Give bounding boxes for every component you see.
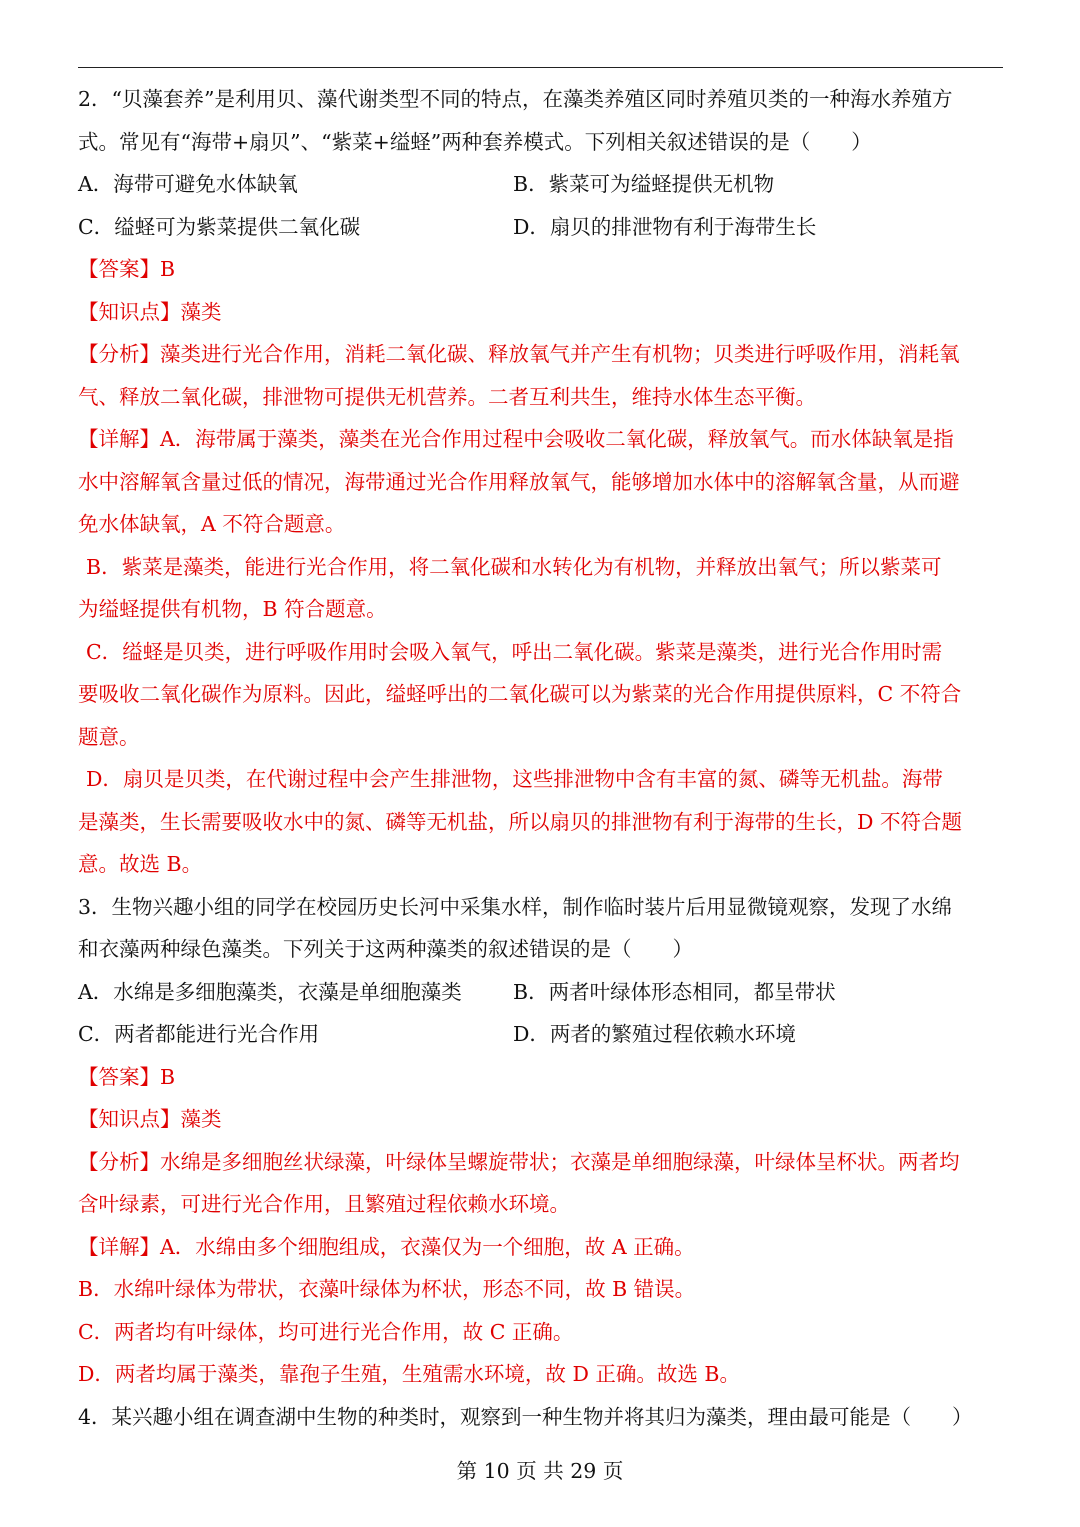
q3-option-d: D．两者的繁殖过程依赖水环境: [513, 1022, 796, 1046]
q3-stem-line2: 和衣藻两种绿色藻类。下列关于这两种藻类的叙述错误的是（ ）: [78, 937, 693, 961]
q2-stem-line2: 式。常见有“海带+扇贝”、“紫菜+缢蛏”两种套养模式。下列相关叙述错误的是（ ）: [78, 129, 872, 154]
q2-detail-line: 为缢蛏提供有机物，B 符合题意。: [78, 597, 387, 621]
q2-analysis-line1: 【分析】藻类进行光合作用，消耗二氧化碳、释放氧气并产生有机物；贝类进行呼吸作用，消耗氧: [78, 342, 960, 366]
q3-detail-line: D．两者均属于藻类，靠孢子生殖，生殖需水环境，故 D 正确。故选 B。: [78, 1362, 740, 1386]
q2-detail-line: D．扇贝是贝类，在代谢过程中会产生排泄物，这些排泄物中含有丰富的氮、磷等无机盐。海带: [86, 767, 943, 791]
q2-option-d: D．扇贝的排泄物有利于海带生长: [513, 214, 817, 239]
q2-option-b: B．紫菜可为缢蛏提供无机物: [513, 172, 775, 196]
q2-detail-line: 要吸收二氧化碳作为原料。因此，缢蛏呼出的二氧化碳可以为紫菜的光合作用提供原料，C 不符合: [78, 682, 962, 706]
page-content: [78, 78, 1004, 1438]
q2-detail-line: B．紫菜是藻类，能进行光合作用，将二氧化碳和水转化为有机物，并释放出氧气；所以紫菜可: [86, 554, 942, 579]
q2-detail-line: 意。故选 B。: [78, 852, 203, 876]
q2-option-a: A．海带可避免水体缺氧: [78, 172, 298, 196]
q2-answer: 【答案】B: [78, 257, 176, 281]
q2-detail-line: 【详解】A．海带属于藻类，藻类在光合作用过程中会吸收二氧化碳，释放氧气。而水体缺氧是指: [78, 427, 954, 451]
q2-options-row2: [78, 206, 1004, 249]
q3-option-c: C．两者都能进行光合作用: [78, 1022, 320, 1046]
q3-knowledge-point: 【知识点】藻类: [78, 1107, 222, 1131]
q3-options-row1: [78, 971, 1004, 1014]
q3-analysis-line1: 【分析】水绵是多细胞丝状绿藻，叶绿体呈螺旋带状；衣藻是单细胞绿藻，叶绿体呈杯状。两者均: [78, 1149, 960, 1174]
q2-detail-line: 题意。: [78, 724, 140, 749]
q3-option-b: B．两者叶绿体形态相同，都呈带状: [513, 979, 836, 1004]
q3-stem-line1: 3．生物兴趣小组的同学在校园历史长河中采集水样，制作临时装片后用显微镜观察，发现了水绵: [78, 894, 953, 919]
q2-option-c: C．缢蛏可为紫菜提供二氧化碳: [78, 214, 361, 239]
q3-detail-line: 【详解】A．水绵由多个细胞组成，衣藻仅为一个细胞，故 A 正确。: [78, 1234, 695, 1259]
page-footer: 第 10 页 共 29 页: [456, 1459, 624, 1483]
q2-knowledge-point: 【知识点】藻类: [78, 299, 222, 324]
q2-detail-line: 是藻类，生长需要吸收水中的氮、磷等无机盐，所以扇贝的排泄物有利于海带的生长，D 不符合题: [78, 809, 962, 834]
q3-analysis-line2: 含叶绿素，可进行光合作用，且繁殖过程依赖水环境。: [78, 1192, 570, 1216]
q3-options-row2: [78, 1013, 1004, 1056]
q2-detail-line: 水中溶解氧含量过低的情况，海带通过光合作用释放氧气，能够增加水体中的溶解氧含量，从而避: [78, 469, 960, 494]
q2-options-row1: [78, 163, 1004, 206]
q3-option-a: A．水绵是多细胞藻类，衣藻是单细胞藻类: [78, 979, 462, 1004]
q2-analysis-line2: 气、释放二氧化碳，排泄物可提供无机营养。二者互利共生，维持水体生态平衡。: [78, 384, 816, 409]
q4-stem-line1: 4．某兴趣小组在调查湖中生物的种类时，观察到一种生物并将其归为藻类，理由最可能是（ ）: [78, 1404, 973, 1429]
q2-stem-line1: 2．“贝藻套养”是利用贝、藻代谢类型不同的特点，在藻类养殖区同时养殖贝类的一种海水养殖方: [78, 87, 953, 111]
q3-detail-line: C．两者均有叶绿体，均可进行光合作用，故 C 正确。: [78, 1319, 574, 1344]
q3-answer: 【答案】B: [78, 1064, 176, 1089]
q2-detail-line: 免水体缺氧，A 不符合题意。: [78, 512, 346, 536]
header-rule: [78, 67, 1003, 68]
q2-detail-line: C．缢蛏是贝类，进行呼吸作用时会吸入氧气，呼出二氧化碳。紫菜是藻类，进行光合作用时需: [86, 639, 943, 664]
q3-detail-line: B．水绵叶绿体为带状，衣藻叶绿体为杯状，形态不同，故 B 错误。: [78, 1277, 696, 1301]
